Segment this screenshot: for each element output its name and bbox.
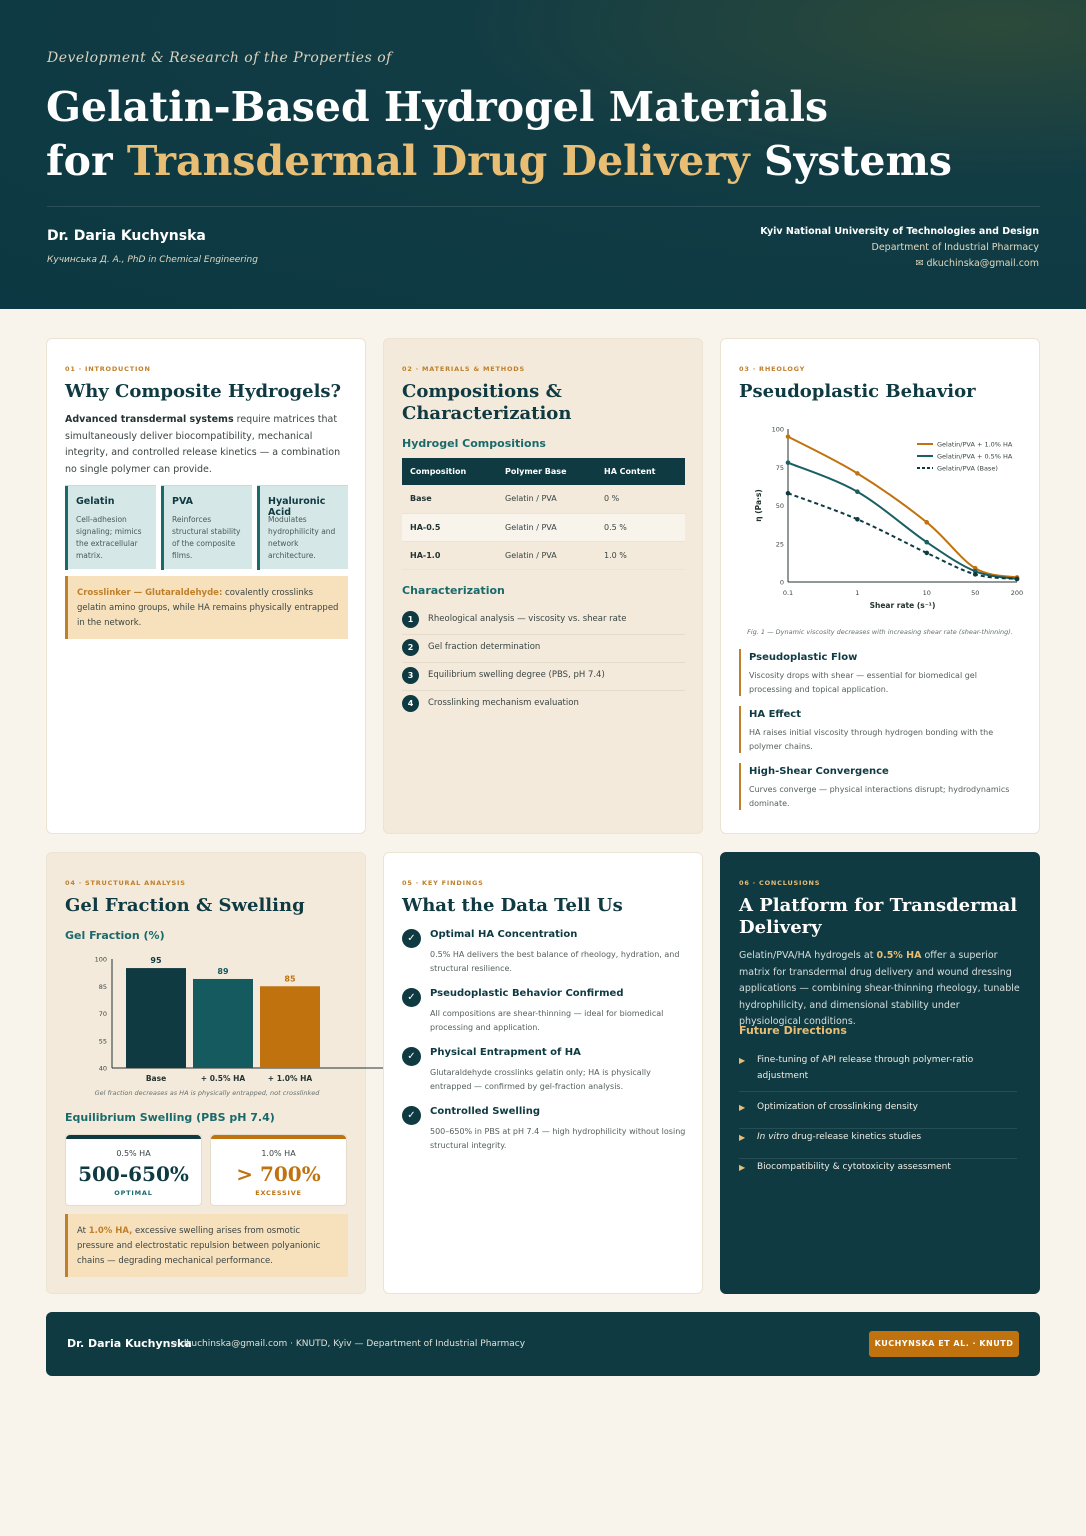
title-line-1: Gelatin-Based Hydrogel Materials — [46, 83, 829, 131]
note-text — [77, 586, 339, 631]
table-row — [402, 485, 685, 513]
arrow-right-icon: ▶ — [739, 1103, 746, 1112]
x-tick-label: 200 — [1010, 589, 1024, 597]
stat-value: 500-650% — [78, 1162, 189, 1186]
finding-item — [402, 929, 685, 979]
intro-tag: 01 · INTRODUCTION — [65, 365, 151, 373]
finding-title: Pseudoplastic Behavior Confirmed — [430, 988, 624, 999]
table-row — [402, 513, 685, 541]
stat-sub: OPTIMAL — [114, 1189, 153, 1197]
component-title: PVA — [172, 496, 194, 507]
finding-item — [402, 988, 685, 1038]
title-accent: Transdermal Drug Delivery — [126, 137, 750, 185]
item-text: Fine-tuning of API release through polymer-ratio adjustment — [757, 1055, 974, 1081]
feature-accent — [739, 763, 741, 810]
note-highlight: Crosslinker — Glutaraldehyde: — [77, 588, 223, 598]
characterization-step — [402, 635, 685, 663]
component-pva — [161, 485, 252, 569]
note-text — [77, 1224, 339, 1269]
y-tick-label: 100 — [771, 425, 784, 434]
stat-cap — [66, 1135, 201, 1139]
x-tick-label: 0.1 — [782, 589, 794, 597]
feature-title: High-Shear Convergence — [749, 766, 889, 777]
component-text: Modulates hydrophilicity and network architecture. — [268, 515, 336, 560]
finding-text: All compositions are shear-thinning — ideal for biomedical processing and application. — [430, 1009, 664, 1032]
poster-header — [0, 0, 1086, 309]
legend-label: Gelatin/PVA (Base) — [937, 464, 998, 473]
stat-value: > 700% — [236, 1162, 321, 1186]
y-tick-label: 85 — [98, 982, 107, 991]
arrow-right-icon: ▶ — [739, 1133, 746, 1142]
step-number: 3 — [402, 667, 419, 684]
methods-title-line-1: Compositions & — [402, 381, 562, 402]
title-end: Systems — [763, 137, 952, 185]
step-text: Equilibrium swelling degree (PBS, pH 7.4) — [428, 670, 605, 680]
methods-card — [383, 338, 703, 834]
conclusions-title-line-2: Delivery — [739, 917, 822, 938]
future-direction-item — [739, 1099, 1017, 1129]
note-accent — [65, 1214, 68, 1277]
data-point — [855, 471, 860, 476]
department-name: Department of Industrial Pharmacy — [871, 242, 1039, 253]
series-line — [788, 463, 1017, 579]
data-point — [786, 491, 791, 496]
title-line-2 — [46, 134, 1046, 188]
table-cell: 0 % — [596, 485, 685, 513]
legend-label: Gelatin/PVA + 0.5% HA — [937, 452, 1013, 461]
data-point — [786, 460, 791, 465]
conclusions-title-line-1: A Platform for Transdermal — [739, 895, 1018, 916]
item-text: drug-release kinetics studies — [788, 1132, 922, 1142]
future-direction-item — [739, 1129, 1017, 1159]
finding-item — [402, 1106, 685, 1156]
data-point — [924, 520, 929, 525]
conclusions-card — [720, 852, 1040, 1294]
data-point — [924, 540, 929, 545]
data-point — [855, 517, 860, 522]
rheology-feature — [739, 706, 1022, 753]
y-tick-label: 0 — [779, 578, 784, 587]
characterization-step — [402, 607, 685, 635]
component-title: Hyaluronic Acid — [268, 496, 326, 518]
swelling-note — [65, 1214, 348, 1277]
rheology-card — [720, 338, 1040, 834]
future-direction-text — [757, 1129, 997, 1145]
findings-card — [383, 852, 703, 1294]
component-accent — [257, 486, 260, 570]
bar-value-label: 89 — [217, 966, 229, 976]
future-directions-heading: Future Directions — [739, 1024, 847, 1037]
conclusions-tag: 06 · CONCLUSIONS — [739, 879, 821, 887]
author-subtitle: Кучинська Д. А., PhD in Chemical Engineering — [47, 255, 258, 265]
table-header-cell: HA Content — [596, 458, 685, 485]
finding-text: 500–650% in PBS at pH 7.4 — high hydrophilicity without losing structural integrity. — [430, 1127, 686, 1150]
institution-block — [760, 224, 1039, 272]
title-for: for — [46, 137, 113, 185]
bar — [193, 979, 253, 1068]
future-direction-text — [757, 1052, 997, 1084]
component-gelatin — [65, 485, 156, 569]
compositions-heading: Hydrogel Compositions — [402, 437, 546, 450]
intro-card — [46, 338, 366, 834]
y-tick-label: 40 — [98, 1064, 107, 1073]
x-axis-label: Shear rate (s⁻¹) — [869, 601, 936, 610]
finding-title: Physical Entrapment of HA — [430, 1047, 581, 1058]
footer-badge: KUCHYNSKA ET AL. · KNUTD — [869, 1331, 1019, 1357]
conclusions-lead — [739, 948, 1023, 1031]
step-text: Rheological analysis — viscosity vs. shear rate — [428, 614, 627, 624]
characterization-step — [402, 663, 685, 691]
intro-lead-rest: require matrices that simultaneously deliver biocompatibility, mechanical integrity, and controlled release kinetics — a combination no single polymer can provide. — [65, 414, 341, 475]
future-direction-text — [757, 1099, 997, 1115]
table-cell: 1.0 % — [596, 541, 685, 569]
future-direction-item — [739, 1159, 1017, 1189]
future-direction-text — [757, 1159, 997, 1175]
crosslinker-note — [65, 576, 348, 639]
finding-text: Glutaraldehyde crosslinks gelatin only; HA is physically entrapped — confirmed by gel-fraction analysis. — [430, 1068, 651, 1091]
bar-value-label: 85 — [284, 974, 296, 984]
rheology-tag: 03 · RHEOLOGY — [739, 365, 806, 373]
step-text: Crosslinking mechanism evaluation — [428, 698, 579, 708]
findings-title: What the Data Tell Us — [402, 895, 623, 916]
structural-card — [46, 852, 366, 1294]
rheology-caption: Fig. 1 — Dynamic viscosity decreases with increasing shear rate (shear-thinning). — [747, 628, 1013, 636]
finding-title: Optimal HA Concentration — [430, 929, 578, 940]
arrow-right-icon: ▶ — [739, 1056, 746, 1065]
rheology-title: Pseudoplastic Behavior — [739, 381, 976, 402]
step-text: Gel fraction determination — [428, 642, 541, 652]
table-cell: HA-0.5 — [402, 513, 497, 541]
y-tick-label: 70 — [98, 1010, 107, 1018]
feature-accent — [739, 649, 741, 696]
methods-title-line-2: Characterization — [402, 403, 572, 424]
stat-sub: EXCESSIVE — [255, 1189, 302, 1197]
series-line — [788, 493, 1017, 579]
intro-title: Why Composite Hydrogels? — [65, 381, 342, 402]
component-accent — [161, 486, 164, 570]
future-direction-item — [739, 1052, 1017, 1092]
feature-title: Pseudoplastic Flow — [749, 652, 858, 663]
category-label: + 1.0% HA — [267, 1074, 313, 1083]
step-number: 2 — [402, 639, 419, 656]
table-header-cell: Composition — [402, 458, 497, 485]
data-point — [786, 434, 791, 439]
data-point — [924, 551, 929, 556]
bar-value-label: 95 — [150, 956, 162, 966]
y-tick-label: 75 — [775, 463, 784, 472]
note-pre: At — [77, 1226, 89, 1236]
finding-item — [402, 1047, 685, 1097]
swelling-stat-optimal — [65, 1134, 202, 1206]
check-icon: ✓ — [402, 988, 421, 1007]
conclusions-title — [739, 895, 1017, 939]
table-row — [402, 541, 685, 569]
x-tick-label: 10 — [922, 589, 931, 597]
header-kicker: Development & Research of the Properties of — [47, 50, 392, 66]
y-tick-label: 100 — [94, 955, 107, 964]
poster-title — [46, 80, 1046, 188]
author-name: Dr. Daria Kuchynska — [47, 228, 206, 244]
note-accent — [65, 576, 68, 639]
component-hyaluronic-acid — [257, 485, 348, 569]
y-axis-label: η (Pa·s) — [754, 489, 763, 522]
stat-label: 1.0% HA — [261, 1149, 296, 1158]
y-tick-label: 25 — [775, 540, 784, 549]
finding-text: 0.5% HA delivers the best balance of rheology, hydration, and structural resilience. — [430, 950, 680, 973]
poster-footer — [46, 1312, 1040, 1376]
category-label: Base — [145, 1074, 167, 1083]
feature-text: HA raises initial viscosity through hydrogen bonding with the polymer chains. — [749, 728, 994, 751]
note-highlight: 1.0% HA, — [88, 1226, 133, 1236]
stat-cap — [211, 1135, 346, 1139]
footer-author: Dr. Daria Kuchynska — [67, 1337, 192, 1350]
methods-title — [402, 381, 571, 425]
lead-rest: offer a superior matrix for transdermal drug delivery and wound dressing applications — combining shear-thinning rheology, tunable hydrophilicity, and dimensional stability under physiological conditions. — [739, 950, 1020, 1027]
table-cell: Gelatin / PVA — [497, 513, 596, 541]
swelling-stat-excessive — [210, 1134, 347, 1206]
structural-title: Gel Fraction & Swelling — [65, 895, 305, 916]
compositions-table — [402, 458, 685, 570]
x-tick-label: 50 — [971, 589, 980, 597]
step-number: 4 — [402, 695, 419, 712]
bar — [126, 968, 186, 1068]
institution-name: Kyiv National University of Technologies and Design — [760, 226, 1039, 237]
table-cell: Base — [402, 485, 497, 513]
table-header-row — [402, 458, 685, 485]
intro-lead-bold: Advanced transdermal systems — [65, 414, 234, 425]
item-emphasis: In vitro — [757, 1132, 789, 1142]
footer-meta: · dkuchinska@gmail.com · KNUTD, Kyiv — Department of Industrial Pharmacy — [175, 1339, 526, 1349]
feature-text: Viscosity drops with shear — essential for biomedical gel processing and topical application. — [749, 671, 977, 694]
gel-fraction-heading: Gel Fraction (%) — [65, 929, 165, 942]
step-number: 1 — [402, 611, 419, 628]
characterization-heading: Characterization — [402, 584, 505, 597]
methods-tag: 02 · MATERIALS & METHODS — [402, 365, 525, 373]
gel-fraction-caption: Gel fraction decreases as HA is physically entrapped, not crosslinked — [94, 1089, 320, 1097]
note-rest: covalently crosslinks gelatin amino groups, while HA remains physically entrapped in the network. — [77, 588, 339, 628]
feature-text: Curves converge — physical interactions disrupt; hydrodynamics dominate. — [749, 785, 1010, 808]
swelling-heading: Equilibrium Swelling (PBS pH 7.4) — [65, 1111, 275, 1124]
data-point — [1015, 577, 1020, 582]
table-cell: HA-1.0 — [402, 541, 497, 569]
legend-label: Gelatin/PVA + 1.0% HA — [937, 440, 1013, 449]
table-header-cell: Polymer Base — [497, 458, 596, 485]
y-tick-label: 55 — [98, 1037, 107, 1046]
arrow-right-icon: ▶ — [739, 1163, 746, 1172]
note-rest: excessive swelling arises from osmotic pressure and electrostatic repulsion between polyanionic chains — degrading mechanical performance. — [77, 1226, 321, 1266]
data-point — [973, 572, 978, 577]
gel-fraction-bar-chart — [57, 947, 357, 1097]
component-text: Reinforces structural stability of the composite films. — [172, 515, 241, 560]
author-email[interactable]: ✉ dkuchinska@gmail.com — [915, 258, 1039, 269]
x-tick-label: 1 — [855, 589, 860, 597]
stat-label: 0.5% HA — [116, 1149, 151, 1158]
lead-pre: Gelatin/PVA/HA hydrogels at — [739, 950, 877, 961]
bar — [260, 986, 320, 1068]
item-text: Biocompatibility & cytotoxicity assessment — [757, 1162, 951, 1172]
viscosity-line-chart — [731, 417, 1031, 617]
rheology-feature — [739, 649, 1022, 696]
table-cell: Gelatin / PVA — [497, 541, 596, 569]
check-icon: ✓ — [402, 929, 421, 948]
component-title: Gelatin — [76, 496, 115, 507]
data-point — [855, 489, 860, 494]
table-cell: 0.5 % — [596, 513, 685, 541]
y-tick-label: 50 — [775, 502, 784, 510]
component-accent — [65, 486, 68, 570]
component-text: Cell-adhesion signaling; mimics the extracellular matrix. — [76, 515, 142, 560]
structural-tag: 04 · STRUCTURAL ANALYSIS — [65, 879, 186, 887]
check-icon: ✓ — [402, 1047, 421, 1066]
feature-accent — [739, 706, 741, 753]
item-text: Optimization of crosslinking density — [757, 1102, 918, 1112]
intro-lead — [65, 412, 349, 478]
table-cell: Gelatin / PVA — [497, 485, 596, 513]
findings-tag: 05 · KEY FINDINGS — [402, 879, 484, 887]
finding-title: Controlled Swelling — [430, 1106, 540, 1117]
header-divider — [47, 206, 1040, 207]
category-label: + 0.5% HA — [200, 1074, 246, 1083]
lead-highlight: 0.5% HA — [876, 950, 922, 961]
check-icon: ✓ — [402, 1106, 421, 1125]
feature-title: HA Effect — [749, 709, 802, 720]
rheology-feature — [739, 763, 1022, 810]
characterization-step — [402, 691, 685, 719]
